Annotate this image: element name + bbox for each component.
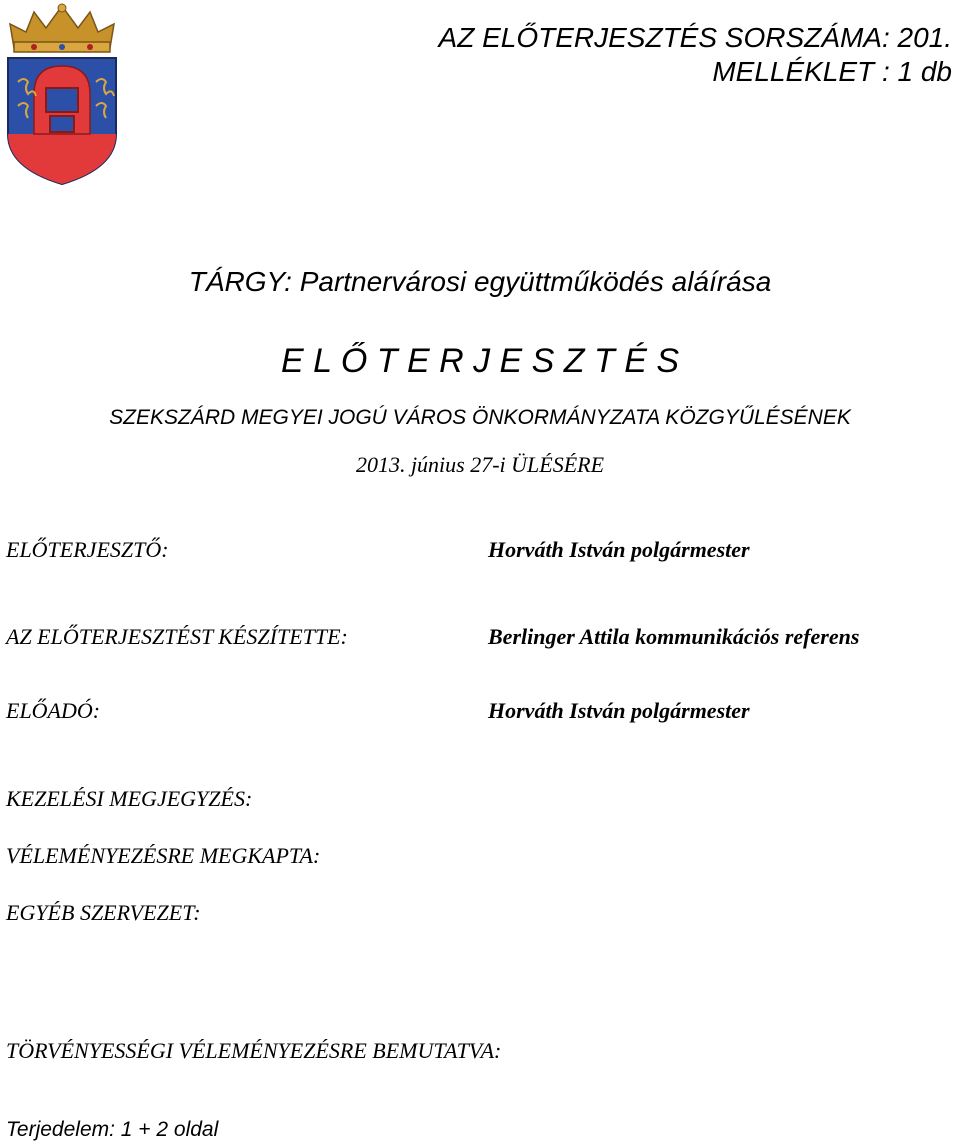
crown-icon bbox=[10, 4, 114, 52]
presenter-value: Horváth István polgármester bbox=[488, 537, 750, 562]
attachment-count-line: MELLÉKLET : 1 db bbox=[712, 56, 952, 87]
speaker-value: Horváth István polgármester bbox=[488, 698, 750, 723]
presenter-label: ELŐTERJESZTŐ: bbox=[6, 537, 169, 562]
subject-line: TÁRGY: Partnervárosi együttműködés aláírása bbox=[188, 266, 772, 297]
coat-of-arms-icon bbox=[4, 2, 122, 188]
prepared-by-label: AZ ELŐTERJESZTÉST KÉSZÍTETTE: bbox=[6, 624, 348, 649]
other-organization-label: EGYÉB SZERVEZET: bbox=[6, 900, 201, 925]
document-title: E L Ő T E R J E S Z T É S bbox=[280, 342, 680, 380]
legal-review-label: TÖRVÉNYESSÉGI VÉLEMÉNYEZÉSRE BEMUTATVA: bbox=[6, 1038, 502, 1063]
prepared-by-value: Berlinger Attila kommunikációs referens bbox=[488, 624, 860, 649]
received-for-opinion-label: VÉLEMÉNYEZÉSRE MEGKAPTA: bbox=[6, 843, 321, 868]
shield-icon bbox=[8, 58, 116, 184]
submission-number-line: AZ ELŐTERJESZTÉS SORSZÁMA: 201. bbox=[438, 22, 952, 53]
assembly-line: SZEKSZÁRD MEGYEI JOGÚ VÁROS ÖNKORMÁNYZATA KÖZGYŰLÉSÉNEK bbox=[109, 406, 851, 429]
page-extent: Terjedelem: 1 + 2 oldal bbox=[6, 1118, 219, 1141]
speaker-label: ELŐADÓ: bbox=[6, 698, 101, 723]
handling-note-label: KEZELÉSI MEGJEGYZÉS: bbox=[6, 786, 253, 811]
session-date-line: 2013. június 27-i ÜLÉSÉRE bbox=[355, 452, 605, 477]
